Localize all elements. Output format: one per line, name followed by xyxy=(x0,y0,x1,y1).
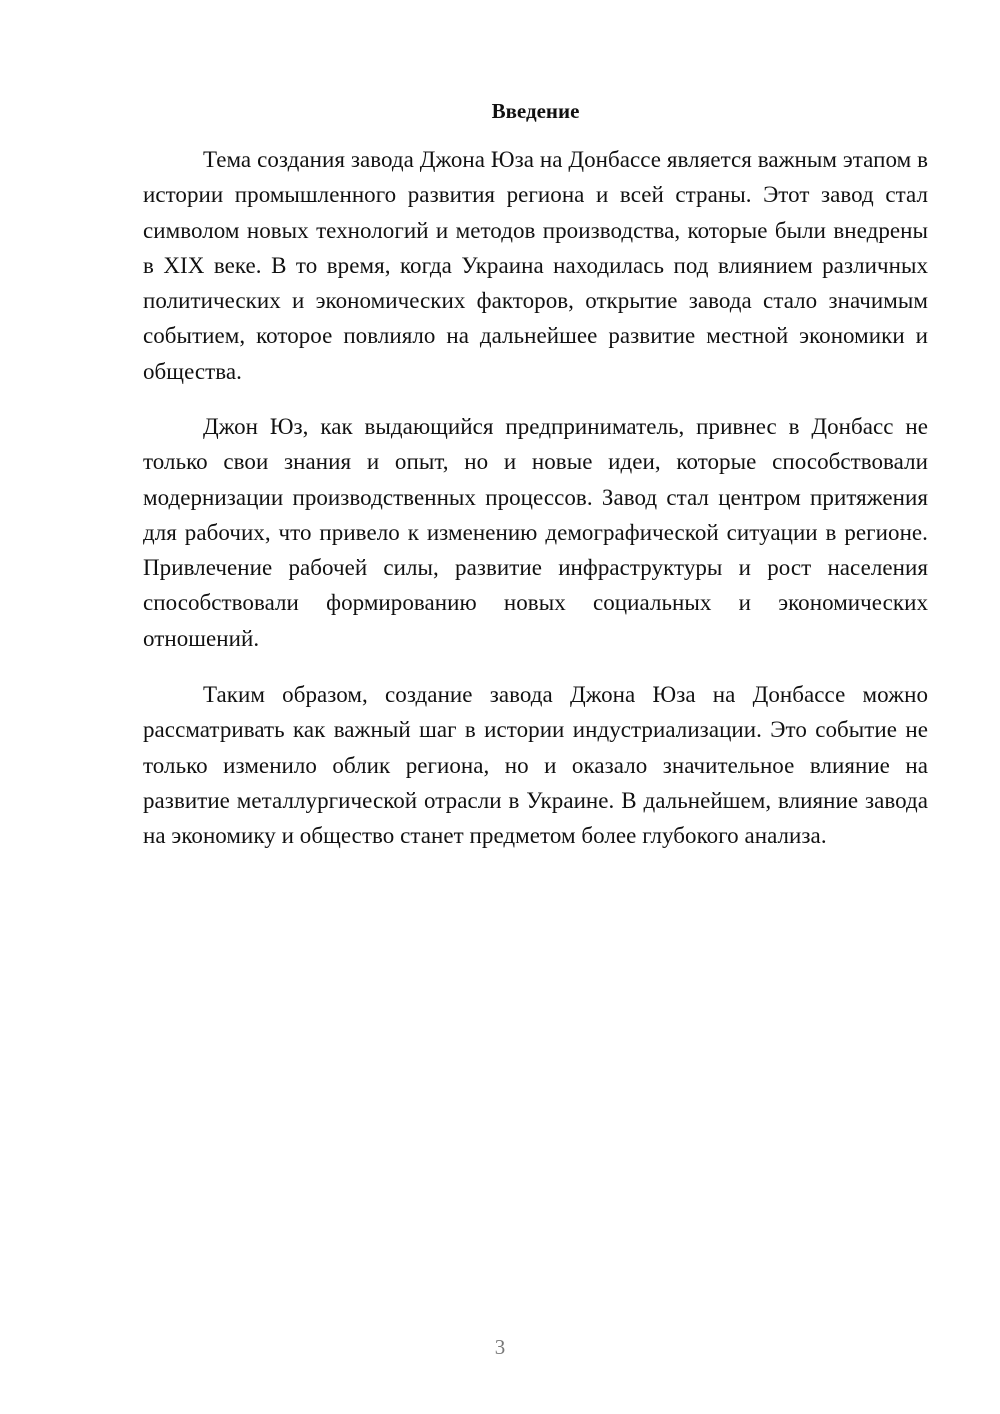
paragraph-introduction-3: Таким образом, создание завода Джона Юза на Донбассе можно рассматривать как важный шаг в истории индустриализации. Это событие не только изменило облик региона, но и оказало значительное влияние на развитие металлургической отрасли в Украине. В дальнейшем, влияние завода на экономику и общество станет предметом более глубокого анализа. xyxy=(143,682,928,849)
page-number: 3 xyxy=(494,1335,506,1359)
paragraph-introduction-2: Джон Юз, как выдающийся предприниматель, привнес в Донбасс не только свои знания и опыт, но и новые идеи, которые способствовали модернизации производственных процессов. Завод стал центром притяжения для рабочих, что привело к изменению демографической ситуации в регионе. Привлечение рабочей силы, развитие инфраструктуры и рост населения способствовали формированию новых социальных и экономических отношений. xyxy=(143,414,928,651)
page-title: Введение xyxy=(491,99,580,123)
paragraph-introduction-1: Тема создания завода Джона Юза на Донбассе является важным этапом в истории промышленного развития региона и всей страны. Этот завод стал символом новых технологий и методов производства, которые были внедрены в XIX веке. В то время, когда Украина находилась под влиянием различных политических и экономических факторов, открытие завода стало значимым событием, которое повлияло на дальнейшее развитие местной экономики и общества. xyxy=(143,147,928,384)
